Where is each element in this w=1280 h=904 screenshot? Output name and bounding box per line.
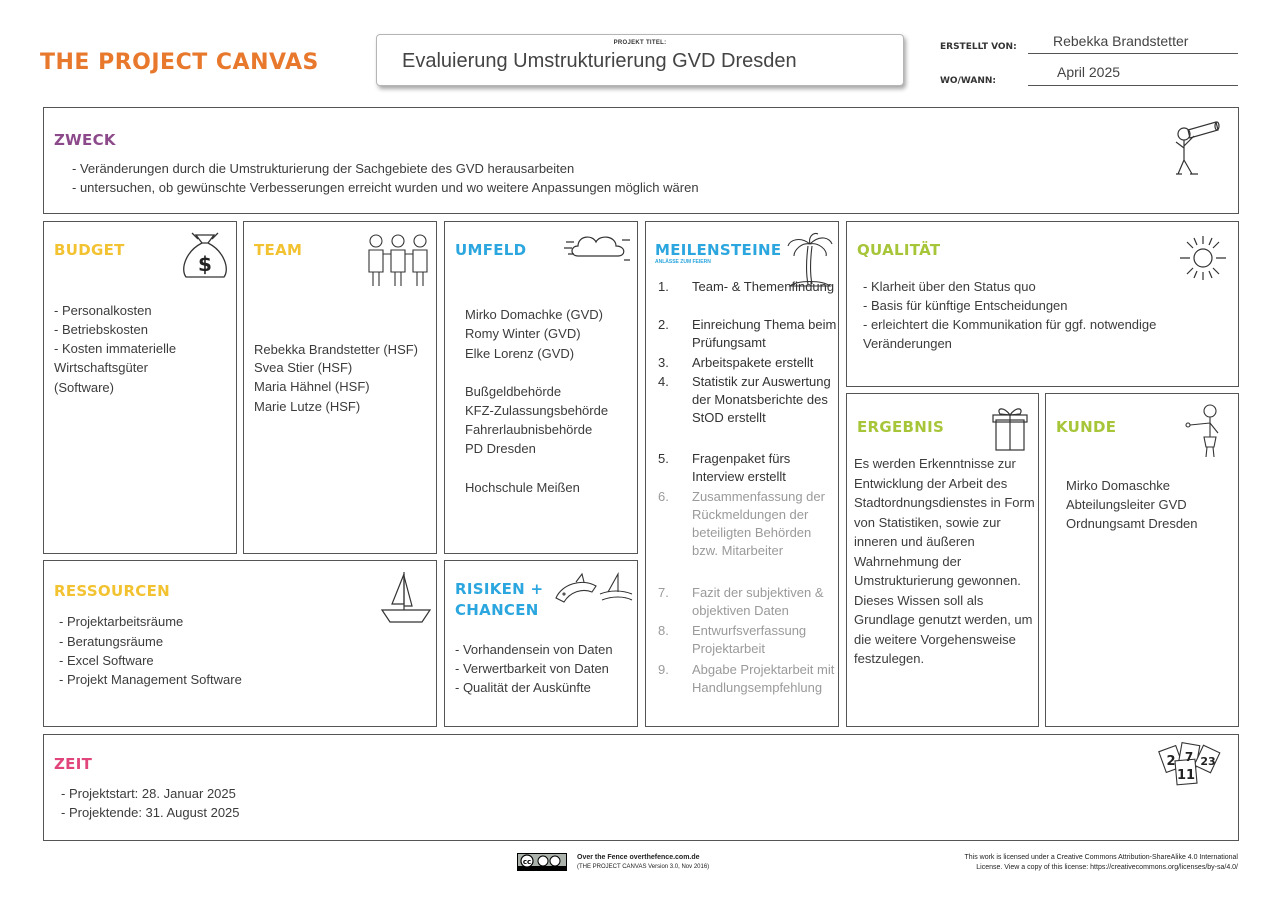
qualitaet-line: - Klarheit über den Status quo xyxy=(863,279,1036,294)
umfeld-line: Elke Lorenz (GVD) xyxy=(465,346,575,361)
team-member: Rebekka Brandstetter (HSF) xyxy=(254,342,419,357)
svg-text:$: $ xyxy=(198,252,212,276)
created-by-underline xyxy=(1028,53,1238,54)
customer-person-icon xyxy=(1184,403,1226,461)
created-by-label: ERSTELLT VON: xyxy=(940,42,1017,52)
umfeld-line: Bußgeldbehörde xyxy=(465,384,562,399)
budget-line: - Personalkosten xyxy=(54,303,152,318)
umfeld-title: UMFELD xyxy=(455,241,527,259)
budget-title: BUDGET xyxy=(54,241,125,259)
calendar-cards-icon xyxy=(1156,740,1234,790)
svg-text:2: 2 xyxy=(1166,754,1176,769)
svg-text:cc: cc xyxy=(522,858,532,866)
team-member: Maria Hähnel (HSF) xyxy=(254,379,370,394)
kunde-title: KUNDE xyxy=(1056,418,1117,436)
footer-brand[interactable]: Over the Fence overthefence.com.de xyxy=(577,854,700,861)
zeit-line: - Projektende: 31. August 2025 xyxy=(61,805,240,820)
zweck-title: ZWECK xyxy=(54,131,116,149)
created-by-value[interactable]: Rebekka Brandstetter xyxy=(1053,33,1189,49)
ergebnis-title: ERGEBNIS xyxy=(857,418,945,436)
footer-license-1: This work is licensed under a Creative Commons Attribution-ShareAlike 4.0 International xyxy=(964,854,1238,861)
gift-box-icon xyxy=(990,404,1030,454)
umfeld-line: KFZ-Zulassungsbehörde xyxy=(465,403,609,418)
umfeld-line: Mirko Domachke (GVD) xyxy=(465,307,603,322)
ressourcen-line: - Beratungsräume xyxy=(59,634,164,649)
cloud-icon xyxy=(564,230,632,266)
where-when-underline xyxy=(1028,85,1238,86)
footer-version: (THE PROJECT CANVAS Version 3.0, Nov 2016) xyxy=(577,864,710,870)
risiken-line: - Vorhandensein von Daten xyxy=(455,642,613,657)
qualitaet-title: QUALITÄT xyxy=(857,241,941,259)
svg-text:7: 7 xyxy=(1184,750,1194,764)
budget-line: - Betriebskosten xyxy=(54,322,148,337)
budget-line: Wirtschaftsgüter xyxy=(54,360,148,375)
zweck-line: - untersuchen, ob gewünschte Verbesserungen erreicht wurden und wo weitere Anpassungen möglich wären xyxy=(72,180,699,195)
project-title: Evaluierung Umstrukturierung GVD Dresden xyxy=(402,50,797,72)
ressourcen-line: - Projekt Management Software xyxy=(59,672,242,687)
team-people-icon xyxy=(364,232,432,288)
risiken-title-line2: CHANCEN xyxy=(455,601,539,619)
kunde-line: Ordnungsamt Dresden xyxy=(1066,516,1198,531)
canvas-title: THE PROJECT CANVAS xyxy=(40,50,319,75)
team-member: Marie Lutze (HSF) xyxy=(254,399,361,414)
cc-license-badge-icon[interactable] xyxy=(517,853,567,871)
team-title: TEAM xyxy=(254,241,303,259)
where-when-label: WO/WANN: xyxy=(940,76,997,86)
money-bag-icon xyxy=(178,229,232,283)
budget-line: (Software) xyxy=(54,380,114,395)
qualitaet-line: Veränderungen xyxy=(863,336,952,351)
project-title-box[interactable] xyxy=(376,34,904,86)
ressourcen-line: - Projektarbeitsräume xyxy=(59,614,184,629)
risiken-line: - Verwertbarkeit von Daten xyxy=(455,661,609,676)
sailboat-icon xyxy=(378,568,434,628)
zeit-line: - Projektstart: 28. Januar 2025 xyxy=(61,786,236,801)
ressourcen-line: - Excel Software xyxy=(59,653,154,668)
qualitaet-line: - erleichtert die Kommunikation für ggf. notwendige xyxy=(863,317,1157,332)
svg-text:11: 11 xyxy=(1176,768,1196,783)
meilensteine-title: MEILENSTEINE xyxy=(655,241,782,259)
risiken-line: - Qualität der Auskünfte xyxy=(455,680,591,695)
qualitaet-line: - Basis für künftige Entscheidungen xyxy=(863,298,1068,313)
umfeld-line: Romy Winter (GVD) xyxy=(465,326,581,341)
ressourcen-title: RESSOURCEN xyxy=(54,582,171,600)
umfeld-line: Fahrerlaubnisbehörde xyxy=(465,422,593,437)
dolphin-shark-icon xyxy=(552,570,634,614)
zweck-line: - Veränderungen durch die Umstrukturierung der Sachgebiete des GVD herausarbeiten xyxy=(72,161,575,176)
kunde-line: Mirko Domaschke xyxy=(1066,478,1171,493)
umfeld-line: Hochschule Meißen xyxy=(465,480,580,495)
ergebnis-text: Es werden Erkenntnisse zur Entwicklung der Arbeit des Stadtordnungsdienstes in Form von Statistiken, sowie zur inneren und äußeren Wahrnehmung der Umstrukturierung gewonnen. Dieses Wissen soll als Grundlage genutzt werden, um die weitere Vorgehensweise festzulegen. xyxy=(854,456,1035,666)
sun-icon xyxy=(1174,232,1232,284)
team-member: Svea Stier (HSF) xyxy=(254,360,353,375)
budget-line: - Kosten immaterielle xyxy=(54,341,177,356)
svg-text:23: 23 xyxy=(1200,755,1216,768)
where-when-value[interactable]: April 2025 xyxy=(1057,64,1121,80)
umfeld-line: PD Dresden xyxy=(465,441,536,456)
meilensteine-subtitle: ANLÄSSE ZUM FEIERN xyxy=(655,259,711,265)
footer-license-2[interactable]: License. View a copy of this license: https://creativecommons.org/licenses/by-sa/4.0/ xyxy=(976,864,1238,871)
telescope-person-icon xyxy=(1170,118,1228,182)
zeit-title: ZEIT xyxy=(54,755,93,773)
risiken-title-line1: RISIKEN + xyxy=(455,580,544,598)
kunde-line: Abteilungsleiter GVD xyxy=(1066,497,1187,512)
project-title-label: PROJEKT TITEL: xyxy=(613,40,667,46)
